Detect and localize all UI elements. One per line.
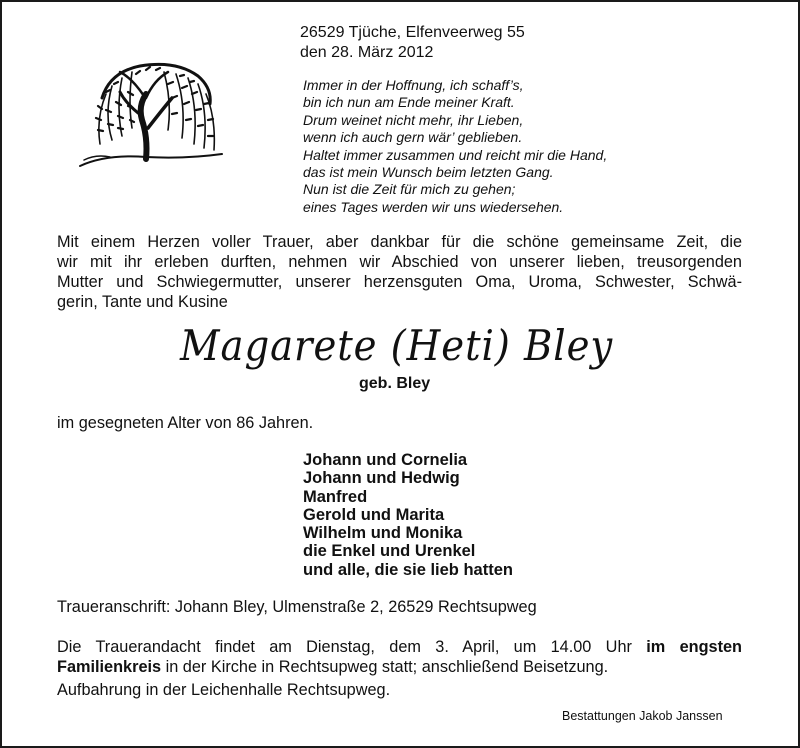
service-line-1 [57, 637, 742, 657]
service-emphasis: Familienkreis [57, 658, 162, 676]
mourner-line: und alle, die sie lieb hatten [303, 560, 513, 579]
intro-line: Mit einem Herzen voller Trauer, aber dankbar für die schöne gemeinsame Zeit, die [57, 233, 742, 251]
poem-line: das ist mein Wunsch beim letzten Gang. [303, 164, 554, 181]
poem-line: Haltet immer zusammen und reicht mir die Hand, [303, 146, 608, 163]
poem-line: Drum weinet nicht mehr, ihr Lieben, [303, 111, 524, 128]
sender-address: 26529 Tjüche, Elfenveerweg 55 [300, 24, 525, 41]
mourners-list [303, 451, 513, 579]
notice-date: den 28. März 2012 [300, 44, 434, 61]
poem-line: Immer in der Hoffnung, ich schaff’s, [303, 77, 524, 93]
mourner-line: Manfred [303, 487, 368, 506]
mourner-line: Johann und Hedwig [303, 469, 460, 488]
willow-tree-icon [76, 58, 226, 178]
service-line-2 [57, 657, 742, 677]
mourner-line: Gerold und Marita [303, 505, 445, 524]
mourning-address: Traueranschrift: Johann Bley, Ulmenstraße 2, 26529 Rechtsupweg [57, 598, 537, 616]
service-text: Die Trauerandacht findet am Dienstag, dem 3. April, um 14.00 Uhr [57, 638, 647, 656]
maiden-name: geb. Bley [359, 375, 431, 392]
age-text: im gesegneten Alter von 86 Jahren. [57, 414, 314, 432]
mourner-line: Johann und Cornelia [303, 451, 468, 469]
intro-paragraph [57, 232, 742, 312]
intro-line: wir mit ihr erleben durften, nehmen wir Abschied von unserer lieben, treusorgenden [57, 253, 742, 271]
intro-line: gerin, Tante und Kusine [57, 293, 228, 311]
poem [303, 77, 607, 216]
deceased-name: Magarete (Heti) Bley [180, 321, 614, 370]
poem-line: wenn ich auch gern wär’ geblieben. [303, 129, 523, 146]
mourner-line: Wilhelm und Monika [303, 524, 463, 543]
poem-line: bin ich nun am Ende meiner Kraft. [303, 94, 515, 111]
poem-line: Nun ist die Zeit für mich zu gehen; [303, 181, 516, 198]
poem-line: eines Tages werden wir uns wiedersehen. [303, 198, 564, 215]
funeral-home: Bestattungen Jakob Janssen [562, 709, 723, 723]
viewing-text: Aufbahrung in der Leichenhalle Rechtsupweg. [57, 681, 391, 699]
service-emphasis: im engsten [646, 638, 742, 656]
service-text: in der Kirche in Rechtsupweg statt; anschließend Beisetzung. [161, 658, 609, 676]
service-paragraph [57, 637, 742, 677]
mourner-line: die Enkel und Urenkel [303, 542, 476, 561]
intro-line: Mutter und Schwiegermutter, unserer herzensguten Oma, Uroma, Schwester, Schwä- [57, 273, 742, 291]
